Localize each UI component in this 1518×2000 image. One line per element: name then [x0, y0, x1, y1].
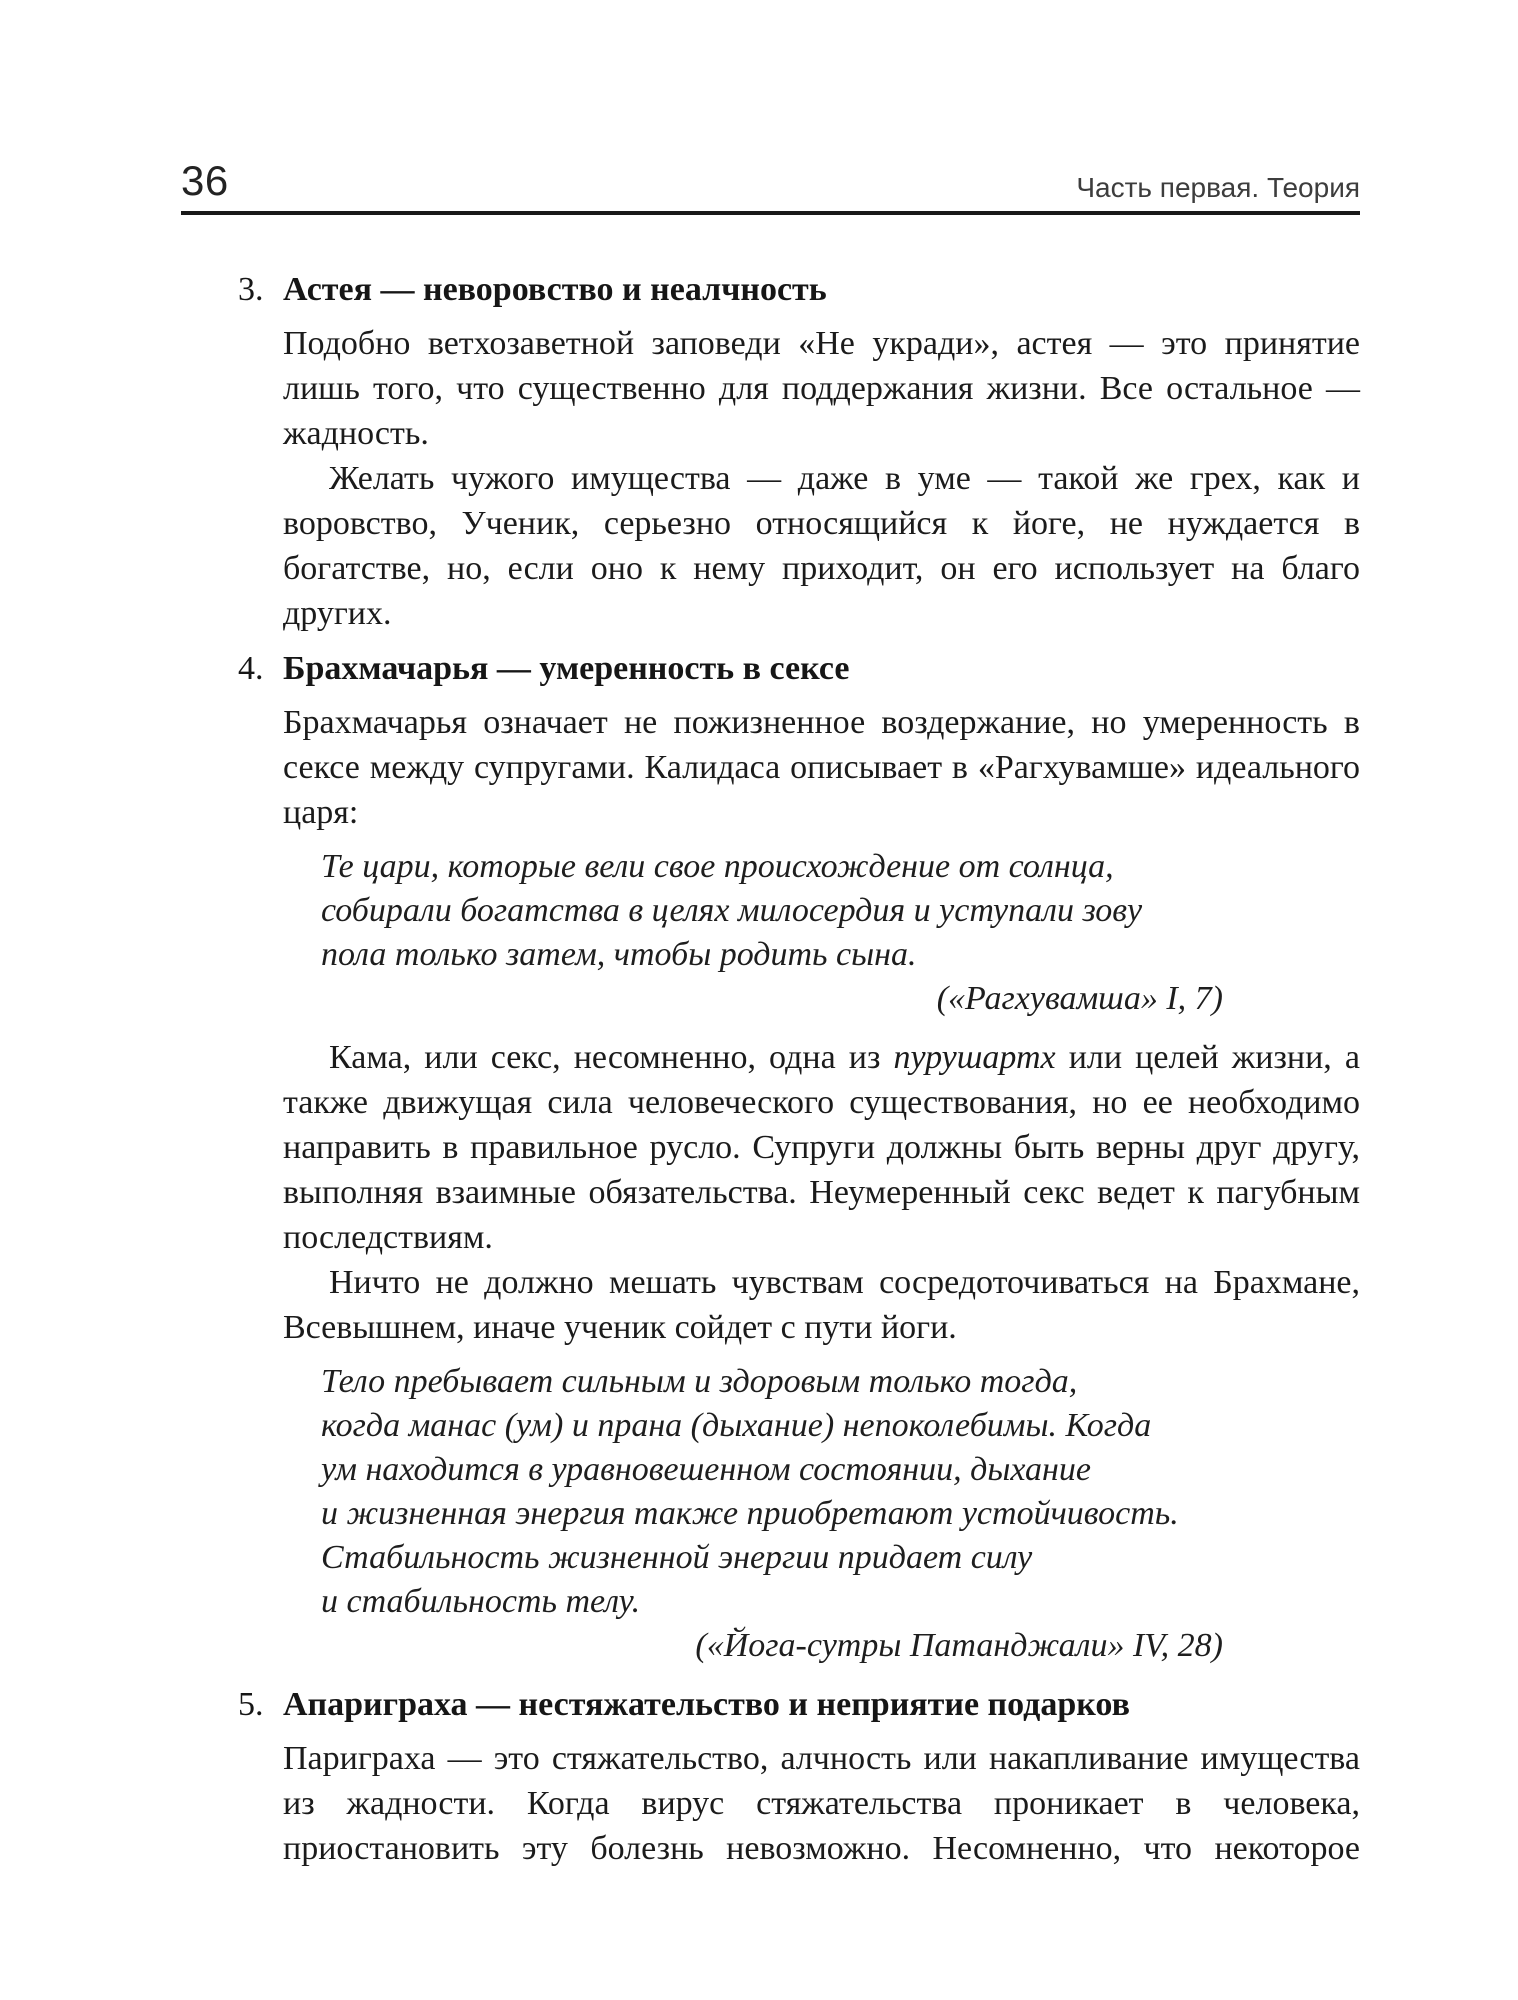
paragraph-run: или целей жизни, а также движущая сила человеческого существования, но ее необходимо направить в правильное русло. Супруги должны быть верны друг другу, выполняя взаимные обязательства. Неумеренный секс ведет к пагубным последствиям. [283, 1039, 1360, 1256]
paragraph: Брахмачарья означает не пожизненное воздержание, но умеренность в сексе между супругами. Калидаса описывает в «Рагхувамше» идеального царя: [283, 704, 1360, 831]
running-title: Часть первая. Теория [1076, 172, 1360, 203]
quote-line: когда манас (ум) и прана (дыхание) непоколебимы. Когда [321, 1407, 1152, 1444]
quote-line: Тело пребывает сильным и здоровым только тогда, [321, 1363, 1078, 1400]
section-number: 4. [238, 650, 264, 687]
section-title-text: Брахмачарья — умеренность в сексе [283, 650, 850, 687]
verse-quote-raghuvamsha [321, 845, 1223, 1021]
section-title-text: Апариграха — нестяжательство и неприятие подарков [283, 1686, 1130, 1723]
quote-line: собирали богатства в целях милосердия и уступали зову [321, 892, 1143, 929]
page-header [181, 157, 1360, 211]
section-asteya [238, 267, 1360, 636]
section-number: 3. [238, 271, 264, 308]
paragraph: Желать чужого имущества — даже в уме — такой же грех, как и воровство, Ученик, серьезно относящийся к йоге, не нуждается в богатстве, но, если оно к нему приходит, он его использует на благо других. [283, 460, 1360, 632]
verse-quote-yoga-sutras [321, 1360, 1223, 1668]
section-heading [238, 267, 1360, 313]
page-number: 36 [181, 157, 229, 204]
italic-term: пурушартх [893, 1039, 1056, 1076]
quote-line: Стабильность жизненной энергии придает силу [321, 1539, 1033, 1576]
quote-line: пола только затем, чтобы родить сына. [321, 936, 917, 973]
section-number: 5. [238, 1686, 264, 1723]
section-title-text: Астея — неворовство и неалчность [283, 271, 827, 308]
page-content [238, 267, 1360, 1871]
paragraph-run: Кама, или секс, несомненно, одна из [329, 1039, 894, 1076]
quote-line: ум находится в уравновешенном состоянии, дыхание [321, 1451, 1091, 1488]
quote-line: и жизненная энергия также приобретают устойчивость. [321, 1495, 1179, 1532]
section-brahmacharya [238, 646, 1360, 1668]
paragraph [283, 1035, 1360, 1260]
quote-line: Те цари, которые вели свое происхождение от солнца, [321, 848, 1114, 885]
paragraph: Париграха — это стяжательство, алчность или накапливание имущества из жадности. Когда вирус стяжательства проникает в человека, приостановить эту болезнь невозможно. Несомненно, что некоторое [283, 1740, 1360, 1867]
section-heading [238, 1682, 1360, 1728]
section-aparigraha [238, 1682, 1360, 1871]
quote-line: и стабильность телу. [321, 1583, 641, 1620]
paragraph: Подобно ветхозаветной заповеди «Не укради», астея — это принятие лишь того, что существенно для поддержания жизни. Все остальное — жадность. [283, 325, 1360, 452]
quote-attribution: («Йога-сутры Патанджали» IV, 28) [695, 1627, 1223, 1664]
header-rule [181, 211, 1360, 215]
quote-attribution: («Рагхувамша» I, 7) [936, 980, 1223, 1017]
section-heading [238, 646, 1360, 692]
paragraph: Ничто не должно мешать чувствам сосредоточиваться на Брахмане, Всевышнем, иначе ученик сойдет с пути йоги. [283, 1264, 1360, 1346]
